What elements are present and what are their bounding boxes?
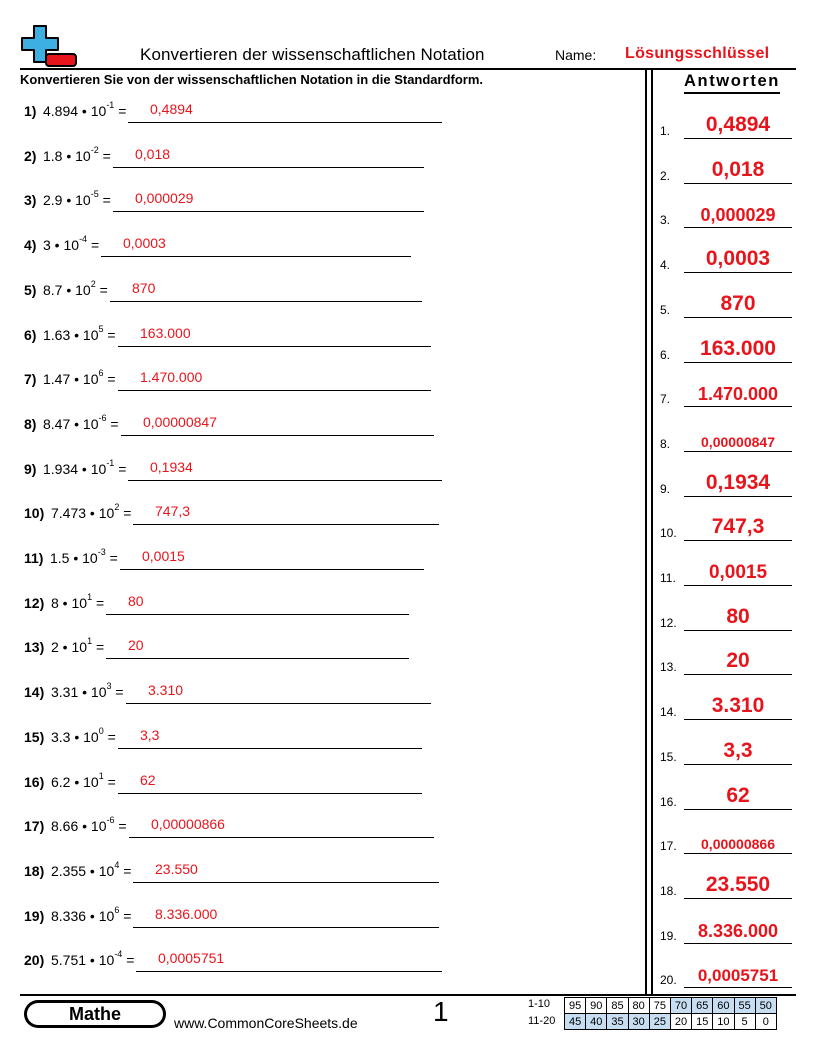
answer-key-label: Lösungsschlüssel bbox=[625, 45, 770, 62]
problem-number: 13) bbox=[24, 639, 45, 656]
answer-number: 19. bbox=[660, 928, 677, 943]
answer-key-value: 0,1934 bbox=[705, 470, 771, 494]
coefficient: 8.47 bbox=[43, 415, 71, 432]
written-answer: 0,4894 bbox=[150, 101, 193, 117]
website-url: www.CommonCoreSheets.de bbox=[174, 1015, 358, 1031]
exponent: -6 bbox=[106, 815, 115, 826]
written-answer: 8.336.000 bbox=[155, 905, 218, 922]
exponent: 5 bbox=[98, 323, 104, 334]
answer-key-item bbox=[660, 512, 792, 542]
answer-blank-line bbox=[110, 301, 422, 302]
written-answer: 62 bbox=[140, 771, 156, 788]
answer-blank-line bbox=[133, 882, 439, 883]
problem-expression: 8 • $10^1$ = bbox=[51, 591, 105, 611]
problem-row bbox=[24, 904, 454, 938]
problem-row bbox=[24, 725, 454, 759]
answer-key-line bbox=[684, 540, 792, 541]
exponent: -2 bbox=[90, 144, 99, 155]
answer-key-value: 0,000029 bbox=[700, 205, 776, 226]
coefficient: 5.751 bbox=[51, 952, 87, 969]
written-answer: 0,1934 bbox=[150, 458, 193, 475]
written-answer: 747,3 bbox=[155, 503, 191, 520]
score-row bbox=[565, 998, 777, 1014]
problem-row bbox=[24, 502, 454, 535]
answer-blank-line bbox=[118, 793, 422, 794]
answer-key-value: 0,00000847 bbox=[701, 433, 775, 450]
answer-key-item bbox=[660, 959, 792, 989]
answer-key-value: 0,0003 bbox=[705, 247, 771, 271]
footer-rule bbox=[20, 994, 796, 996]
subject-label: Mathe bbox=[27, 1003, 163, 1025]
answer-blank-line bbox=[118, 346, 431, 347]
exponent: -4 bbox=[114, 949, 123, 960]
answer-key-line bbox=[684, 496, 792, 497]
score-row-label: 1-10 bbox=[528, 998, 551, 1010]
score-cell: 10 bbox=[713, 1014, 734, 1030]
written-answer: 0,00000866 bbox=[151, 816, 225, 833]
score-cell: 15 bbox=[692, 1014, 713, 1030]
score-cell: 20 bbox=[670, 1014, 691, 1030]
problem-row bbox=[24, 815, 454, 848]
score-cell: 25 bbox=[649, 1014, 670, 1030]
problem-expression: 8.336 • $10^6$ = bbox=[51, 904, 132, 924]
problem-number: 2) bbox=[24, 147, 37, 164]
answer-number: 14. bbox=[660, 705, 677, 720]
problem-row bbox=[24, 278, 454, 312]
answer-key-value: 1.470.000 bbox=[697, 384, 779, 405]
score-cell: 80 bbox=[628, 998, 649, 1014]
problem-expression: 2.355 • $10^4$ = bbox=[51, 859, 132, 879]
answer-key-item bbox=[660, 110, 792, 140]
answer-blank-line bbox=[118, 748, 422, 749]
answer-key-item bbox=[660, 781, 792, 811]
answer-number: 9. bbox=[660, 481, 671, 496]
answer-blank-line bbox=[106, 614, 409, 615]
problem-number: 14) bbox=[24, 684, 45, 701]
answer-key-item bbox=[660, 423, 792, 453]
answer-key-line bbox=[684, 227, 792, 228]
written-answer: 23.550 bbox=[155, 860, 198, 877]
answer-key-line bbox=[684, 809, 792, 810]
score-cell: 55 bbox=[734, 998, 755, 1014]
answer-number: 20. bbox=[660, 973, 677, 988]
score-cell: 5 bbox=[734, 1014, 755, 1030]
exponent: 6 bbox=[98, 368, 104, 379]
problem-expression: 3 • $10^{-4}$ = bbox=[43, 234, 100, 254]
problem-row bbox=[24, 949, 454, 982]
problem-expression: 1.63 • $10^5$ = bbox=[43, 323, 116, 343]
answer-key-line bbox=[684, 943, 792, 944]
written-answer: 0,0003 bbox=[123, 235, 166, 252]
problem-row bbox=[24, 189, 454, 222]
answer-key-line bbox=[684, 853, 792, 854]
coefficient: 1.8 bbox=[43, 147, 63, 164]
problem-number: 20) bbox=[24, 952, 45, 969]
coefficient: 2.355 bbox=[51, 862, 87, 879]
answer-key-line bbox=[684, 406, 792, 407]
answer-key-line bbox=[684, 630, 792, 631]
answer-number: 2. bbox=[660, 168, 671, 183]
answer-key-item bbox=[660, 334, 792, 364]
coefficient: 3.31 bbox=[51, 684, 79, 701]
answer-number: 10. bbox=[660, 526, 677, 541]
coefficient: 1.63 bbox=[43, 326, 71, 343]
answer-key-item bbox=[660, 155, 792, 185]
answer-blank-line bbox=[113, 211, 424, 212]
written-answer: 0,00000847 bbox=[143, 413, 217, 430]
answer-blank-line bbox=[129, 837, 434, 838]
answer-blank-line bbox=[133, 524, 439, 525]
problem-number: 11) bbox=[24, 550, 44, 566]
score-cell: 45 bbox=[565, 1014, 586, 1030]
problem-expression: 5.751 • $10^{-4}$ = bbox=[51, 949, 135, 969]
problem-row bbox=[24, 591, 454, 625]
column-divider bbox=[645, 70, 647, 994]
exponent: -3 bbox=[97, 547, 106, 557]
exponent: -6 bbox=[98, 412, 107, 423]
score-table bbox=[564, 997, 777, 1030]
problem-number: 12) bbox=[24, 594, 45, 611]
problem-number: 1) bbox=[24, 103, 37, 119]
exponent: -1 bbox=[106, 457, 115, 468]
answer-number: 6. bbox=[660, 347, 671, 362]
answer-key-item bbox=[660, 557, 792, 587]
problem-expression: 7.473 • $10^2$ = bbox=[51, 502, 132, 522]
answer-blank-line bbox=[101, 256, 411, 257]
problem-expression: 1.934 • $10^{-1}$ = bbox=[43, 457, 127, 477]
answer-blank-line bbox=[118, 390, 431, 391]
exponent: -4 bbox=[79, 234, 88, 245]
exponent: 1 bbox=[87, 591, 93, 602]
coefficient: 3.3 bbox=[51, 728, 71, 745]
exponent: 2 bbox=[90, 278, 96, 289]
written-answer: 0,0015 bbox=[142, 548, 185, 564]
score-row-label: 11-20 bbox=[528, 1015, 556, 1027]
problem-row bbox=[24, 681, 454, 714]
problem-number: 6) bbox=[24, 326, 37, 343]
answer-blank-line bbox=[113, 167, 424, 168]
answer-blank-line bbox=[128, 480, 442, 481]
answer-key-value: 23.550 bbox=[705, 872, 771, 896]
written-answer: 3.310 bbox=[148, 682, 184, 699]
problem-number: 3) bbox=[24, 192, 37, 209]
problem-expression: 2 • $10^1$ = bbox=[51, 636, 105, 656]
score-cell: 95 bbox=[565, 998, 586, 1014]
worksheet-title: Konvertieren der wissenschaftlichen Notation bbox=[140, 45, 485, 64]
problem-expression: 4.894 • $10^{-1}$ = bbox=[43, 100, 127, 119]
answer-key-value: 0,00000866 bbox=[701, 836, 775, 853]
answer-number: 5. bbox=[660, 302, 671, 317]
written-answer: 0,000029 bbox=[135, 190, 194, 207]
exponent: -1 bbox=[106, 100, 115, 110]
column-divider bbox=[651, 70, 653, 994]
answer-key-item bbox=[660, 378, 792, 408]
coefficient: 2.9 bbox=[43, 192, 63, 209]
problem-number: 4) bbox=[24, 237, 37, 254]
answer-number: 13. bbox=[660, 660, 677, 675]
answer-number: 1. bbox=[660, 124, 671, 138]
problem-number: 15) bbox=[24, 728, 45, 745]
answer-key-line bbox=[684, 898, 792, 899]
answer-key-value: 163.000 bbox=[700, 336, 776, 360]
answer-key-item bbox=[660, 244, 792, 274]
problem-expression: 1.8 • $10^{-2}$ = bbox=[43, 144, 111, 164]
problem-number: 16) bbox=[24, 773, 45, 790]
exponent: 1 bbox=[98, 770, 104, 781]
answer-key-value: 870 bbox=[720, 291, 756, 315]
answer-blank-line bbox=[106, 658, 409, 659]
exponent: 0 bbox=[98, 725, 104, 736]
exponent: 1 bbox=[87, 636, 93, 647]
written-answer: 163.000 bbox=[140, 324, 191, 341]
answer-key-line bbox=[684, 183, 792, 184]
answer-number: 7. bbox=[660, 392, 671, 407]
coefficient: 1.5 bbox=[50, 550, 70, 566]
problem-expression: 1.47 • $10^6$ = bbox=[43, 368, 116, 388]
problem-number: 18) bbox=[24, 862, 45, 879]
answer-key-line bbox=[684, 585, 792, 586]
answer-key-value: 0,018 bbox=[711, 157, 765, 181]
score-cell: 0 bbox=[755, 1014, 776, 1030]
problem-row bbox=[24, 412, 454, 446]
problem-expression: 6.2 • $10^1$ = bbox=[51, 770, 116, 790]
answer-number: 4. bbox=[660, 258, 671, 273]
answer-key-line bbox=[684, 451, 792, 452]
answer-number: 12. bbox=[660, 615, 677, 630]
answer-key-item bbox=[660, 289, 792, 319]
answer-key-value: 0,0005751 bbox=[697, 966, 779, 986]
written-answer: 870 bbox=[132, 279, 156, 296]
answer-key-line bbox=[684, 719, 792, 720]
problem-row bbox=[24, 368, 454, 401]
problem-number: 19) bbox=[24, 907, 45, 924]
answer-number: 8. bbox=[660, 436, 671, 451]
answer-blank-line bbox=[128, 122, 442, 123]
answer-key-value: 8.336.000 bbox=[697, 920, 779, 941]
subject-badge bbox=[24, 1000, 166, 1028]
answer-number: 11. bbox=[660, 571, 676, 585]
problem-expression: 8.66 • $10^{-6}$ = bbox=[51, 815, 127, 835]
coefficient: 3 bbox=[43, 237, 51, 254]
answer-key-line bbox=[684, 138, 792, 139]
problem-number: 10) bbox=[24, 505, 45, 522]
written-answer: 1.470.000 bbox=[140, 369, 203, 386]
problem-row bbox=[24, 547, 454, 580]
answer-key-line bbox=[684, 272, 792, 273]
problem-row bbox=[24, 859, 454, 893]
problem-expression: 8.7 • $10^2$ = bbox=[43, 278, 108, 298]
answer-blank-line bbox=[120, 569, 424, 570]
score-cell: 30 bbox=[628, 1014, 649, 1030]
answer-key-item bbox=[660, 736, 792, 766]
page-number: 1 bbox=[433, 996, 449, 1027]
answer-blank-line bbox=[121, 435, 434, 436]
problem-row bbox=[24, 636, 454, 669]
problem-expression: 3.31 • $10^3$ = bbox=[51, 681, 124, 701]
problem-number: 9) bbox=[24, 460, 37, 477]
coefficient: 8.336 bbox=[51, 907, 87, 924]
answer-key-value: 0,4894 bbox=[705, 113, 771, 136]
coefficient: 8.66 bbox=[51, 818, 79, 835]
score-cell: 90 bbox=[586, 998, 607, 1014]
answer-key-value: 3,3 bbox=[723, 738, 753, 762]
coefficient: 1.934 bbox=[43, 460, 79, 477]
answer-key-item bbox=[660, 691, 792, 721]
problem-expression: 8.47 • $10^{-6}$ = bbox=[43, 412, 119, 432]
written-answer: 0,0005751 bbox=[158, 950, 225, 967]
problem-number: 5) bbox=[24, 281, 37, 298]
coefficient: 6.2 bbox=[51, 773, 71, 790]
answer-number: 17. bbox=[660, 839, 677, 854]
score-cell: 70 bbox=[670, 998, 691, 1014]
answer-key-value: 0,0015 bbox=[708, 562, 768, 583]
exponent: 2 bbox=[114, 502, 120, 513]
written-answer: 0,018 bbox=[135, 145, 171, 162]
score-cell: 75 bbox=[649, 998, 670, 1014]
answers-heading: Antworten bbox=[684, 72, 780, 94]
answer-key-line bbox=[684, 317, 792, 318]
problem-expression: 3.3 • $10^0$ = bbox=[51, 725, 116, 745]
header-rule bbox=[20, 68, 796, 70]
coefficient: 8.7 bbox=[43, 281, 63, 298]
answer-blank-line bbox=[136, 971, 442, 972]
answer-blank-line bbox=[133, 927, 439, 928]
coefficient: 2 bbox=[51, 639, 59, 656]
score-cell: 50 bbox=[755, 998, 776, 1014]
answer-key-item bbox=[660, 870, 792, 900]
answer-key-value: 80 bbox=[726, 604, 750, 628]
coefficient: 8 bbox=[51, 594, 59, 611]
written-answer: 80 bbox=[128, 592, 144, 609]
problem-row bbox=[24, 234, 454, 267]
coefficient: 4.894 bbox=[43, 103, 79, 119]
answer-number: 3. bbox=[660, 213, 671, 228]
answer-key-value: 20 bbox=[726, 649, 750, 673]
answer-key-item bbox=[660, 468, 792, 498]
written-answer: 20 bbox=[128, 637, 144, 654]
answer-key-item bbox=[660, 602, 792, 632]
problem-expression: 1.5 • $10^{-3}$ = bbox=[50, 547, 118, 566]
answer-key-line bbox=[684, 987, 792, 988]
answer-number: 16. bbox=[660, 794, 677, 809]
exponent: 3 bbox=[106, 681, 112, 692]
coefficient: 7.473 bbox=[51, 505, 87, 522]
answer-key-value: 3.310 bbox=[711, 694, 765, 718]
exponent: -5 bbox=[90, 189, 99, 200]
problem-number: 7) bbox=[24, 371, 37, 388]
problem-expression: 2.9 • $10^{-5}$ = bbox=[43, 189, 111, 209]
exponent: 6 bbox=[114, 904, 120, 915]
score-row bbox=[565, 1014, 777, 1030]
problem-row bbox=[24, 144, 454, 178]
answer-key-line bbox=[684, 674, 792, 675]
answer-key-value: 62 bbox=[726, 783, 750, 807]
score-cell: 35 bbox=[607, 1014, 628, 1030]
plus-minus-logo-icon bbox=[20, 24, 80, 68]
written-answer: 3,3 bbox=[140, 726, 160, 743]
name-label: Name: bbox=[555, 47, 597, 63]
score-cell: 65 bbox=[692, 998, 713, 1014]
answer-key-line bbox=[684, 362, 792, 363]
problem-number: 8) bbox=[24, 415, 37, 432]
problem-number: 17) bbox=[24, 818, 45, 835]
score-cell: 40 bbox=[586, 1014, 607, 1030]
answer-key-item bbox=[660, 825, 792, 855]
answer-blank-line bbox=[126, 703, 431, 704]
instructions: Konvertieren Sie von der wissenschaftlichen Notation in die Standardform. bbox=[20, 72, 484, 87]
answer-key-item bbox=[660, 199, 792, 229]
score-cell: 85 bbox=[607, 998, 628, 1014]
answer-key-value: 747,3 bbox=[711, 515, 765, 539]
problem-row bbox=[24, 770, 454, 804]
problem-row bbox=[24, 100, 454, 133]
problem-row bbox=[24, 323, 454, 357]
answer-key-line bbox=[684, 764, 792, 765]
answer-key-item bbox=[660, 915, 792, 945]
answer-number: 18. bbox=[660, 883, 677, 898]
answer-key-item bbox=[660, 646, 792, 676]
answer-number: 15. bbox=[660, 749, 677, 764]
problem-row bbox=[24, 457, 454, 491]
score-cell: 60 bbox=[713, 998, 734, 1014]
coefficient: 1.47 bbox=[43, 371, 71, 388]
exponent: 4 bbox=[114, 859, 120, 870]
